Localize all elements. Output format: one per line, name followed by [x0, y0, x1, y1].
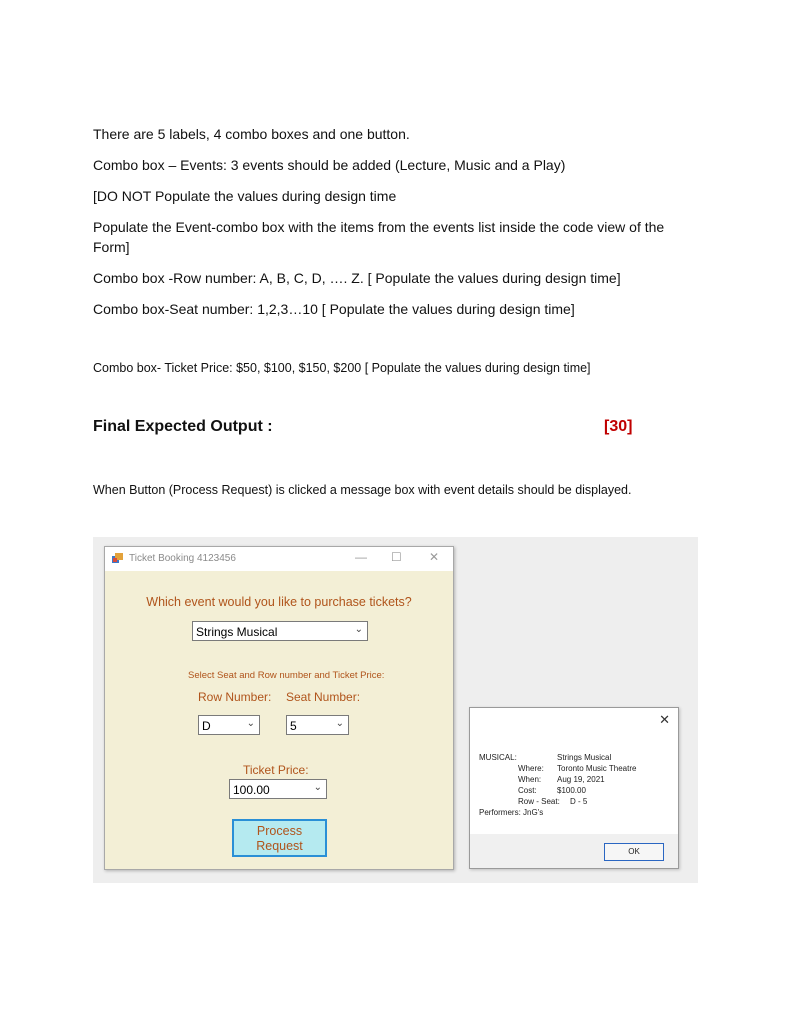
section-heading: Final Expected Output :: [93, 418, 273, 435]
when-label: When:: [518, 775, 542, 784]
output-screenshot: [93, 537, 698, 883]
row-seat-label: Row - Seat:: [518, 797, 560, 806]
performers-text: Performers: JnG's: [479, 808, 544, 817]
ticket-price-combo[interactable]: [229, 779, 327, 799]
title-bar: [105, 547, 453, 571]
where-value: Toronto Music Theatre: [557, 764, 637, 773]
instruction-message-box: When Button (Process Request) is clicked a message box with event details should be displayed.: [93, 483, 632, 497]
marks-badge: [30]: [604, 418, 633, 435]
cost-label: Cost:: [518, 786, 537, 795]
maximize-icon[interactable]: ☐: [391, 550, 402, 564]
process-request-button[interactable]: [232, 819, 327, 857]
row-number-label: Row Number:: [198, 690, 272, 704]
chevron-down-icon: ⌄: [354, 624, 363, 635]
process-request-label-line2: Request: [256, 839, 303, 853]
when-value: Aug 19, 2021: [557, 775, 605, 784]
cost-value: $100.00: [557, 786, 586, 795]
seat-combo-value: 5: [290, 719, 297, 733]
ticket-booking-window: [104, 546, 454, 870]
instruction-populate-code: Populate the Event-combo box with the items from the events list inside the code view of the Form]: [93, 219, 665, 255]
instruction-no-design-time: [DO NOT Populate the values during design time: [93, 188, 397, 204]
instruction-price-combo: Combo box- Ticket Price: $50, $100, $150, $200 [ Populate the values during design time]: [93, 361, 591, 375]
chevron-down-icon: ⌄: [246, 718, 255, 729]
musical-value: Strings Musical: [557, 753, 612, 762]
instruction-seat-combo: Combo box-Seat number: 1,2,3…10 [ Populate the values during design time]: [93, 301, 575, 317]
ticket-price-value: 100.00: [233, 783, 270, 797]
instruction-labels-count: There are 5 labels, 4 combo boxes and one button.: [93, 126, 410, 142]
row-seat-value: D - 5: [570, 797, 588, 806]
event-combo[interactable]: [192, 621, 368, 641]
select-seat-label: Select Seat and Row number and Ticket Price:: [188, 670, 385, 681]
event-combo-value: Strings Musical: [196, 625, 278, 639]
process-request-label-line1: Process: [256, 824, 303, 838]
window-title: Ticket Booking 4123456: [129, 553, 236, 564]
seat-number-label: Seat Number:: [286, 690, 361, 704]
chevron-down-icon: ⌄: [313, 782, 322, 793]
message-box-footer: [470, 834, 678, 868]
chevron-down-icon: ⌄: [335, 718, 344, 729]
app-icon: [112, 553, 124, 564]
where-label: Where:: [518, 764, 544, 773]
musical-label: MUSICAL:: [479, 753, 517, 762]
close-icon[interactable]: ✕: [429, 550, 440, 564]
instruction-row-combo: Combo box -Row number: A, B, C, D, …. Z. [ Populate the values during design time]: [93, 270, 621, 286]
ok-button[interactable]: OK: [604, 843, 664, 861]
row-combo[interactable]: [198, 715, 260, 735]
message-box: [469, 707, 679, 869]
instruction-events-combo: Combo box – Events: 3 events should be added (Lecture, Music and a Play): [93, 157, 566, 173]
seat-combo[interactable]: [286, 715, 349, 735]
row-combo-value: D: [202, 719, 211, 733]
close-icon[interactable]: ✕: [659, 712, 670, 727]
event-question-label: Which event would you like to purchase tickets?: [146, 595, 412, 609]
ticket-price-label: Ticket Price:: [243, 763, 309, 777]
minimize-icon[interactable]: —: [355, 550, 367, 564]
